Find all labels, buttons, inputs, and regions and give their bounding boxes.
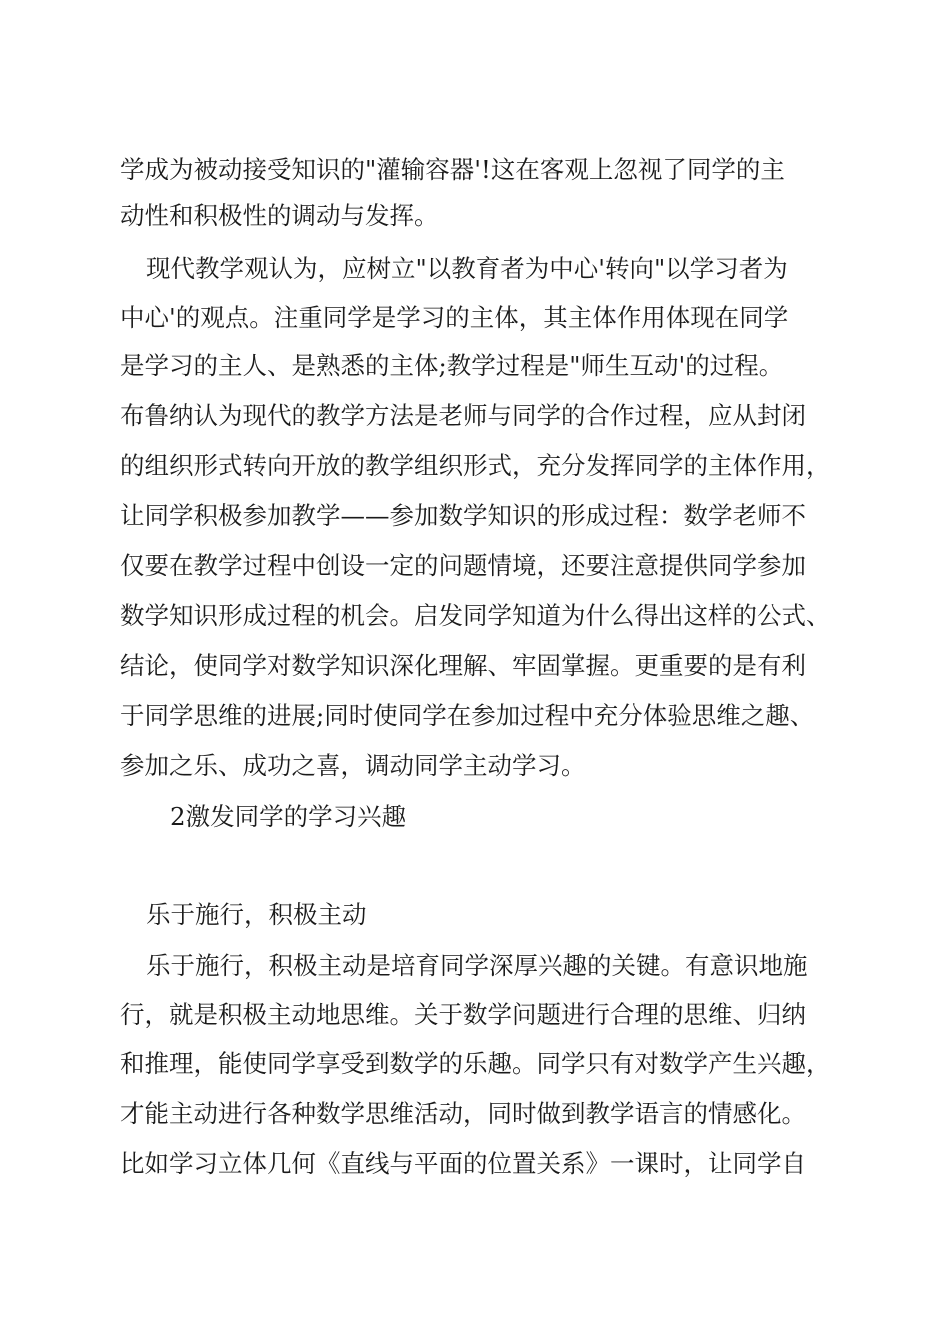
text-line: 中心'的观点。注重同学是学习的主体，其主体作用体现在同学 [120,303,789,332]
text-line: 参加之乐、成功之喜，调动同学主动学习。 [120,751,586,780]
text-line: 数学知识形成过程的机会。启发同学知道为什么得出这样的公式、 [120,601,831,630]
text-line: 学成为被动接受知识的"灌输容器'!这在客观上忽视了同学的主 [120,155,785,184]
text-line: 结论，使同学对数学知识深化理解、牢固掌握。更重要的是有利 [120,651,806,680]
text-line: 比如学习立体几何《直线与平面的位置关系》一课时，让同学自 [120,1149,806,1178]
text-line: 和推理，能使同学享受到数学的乐趣。同学只有对数学产生兴趣， [120,1049,831,1078]
text-line: 的组织形式转向开放的教学组织形式，充分发挥同学的主体作用， [120,451,831,480]
text-line: 行，就是积极主动地思维。关于数学问题进行合理的思维、归纳 [120,1000,806,1029]
text-line: 才能主动进行各种数学思维活动，同时做到教学语言的情感化。 [120,1099,806,1128]
text-line: 让同学积极参加教学——参加数学知识的形成过程：数学老师不 [120,501,806,530]
section-heading: 2激发同学的学习兴趣 [170,802,407,831]
text-line: 乐于施行，积极主动是培育同学深厚兴趣的关键。有意识地施 [146,951,808,980]
text-line: 是学习的主人、是熟悉的主体;教学过程是"师生互动'的过程。 [120,351,784,380]
text-line: 仅要在教学过程中创设一定的问题情境，还要注意提供同学参加 [120,551,806,580]
text-line: 布鲁纳认为现代的教学方法是老师与同学的合作过程，应从封闭 [120,401,806,430]
text-line: 动性和积极性的调动与发挥。 [120,201,439,230]
text-line: 现代教学观认为，应树立"以教育者为中心'转向"以学习者为 [146,254,788,283]
text-line: 于同学思维的进展;同时使同学在参加过程中充分体验思维之趣、 [120,701,815,730]
sub-heading: 乐于施行，积极主动 [146,900,367,929]
